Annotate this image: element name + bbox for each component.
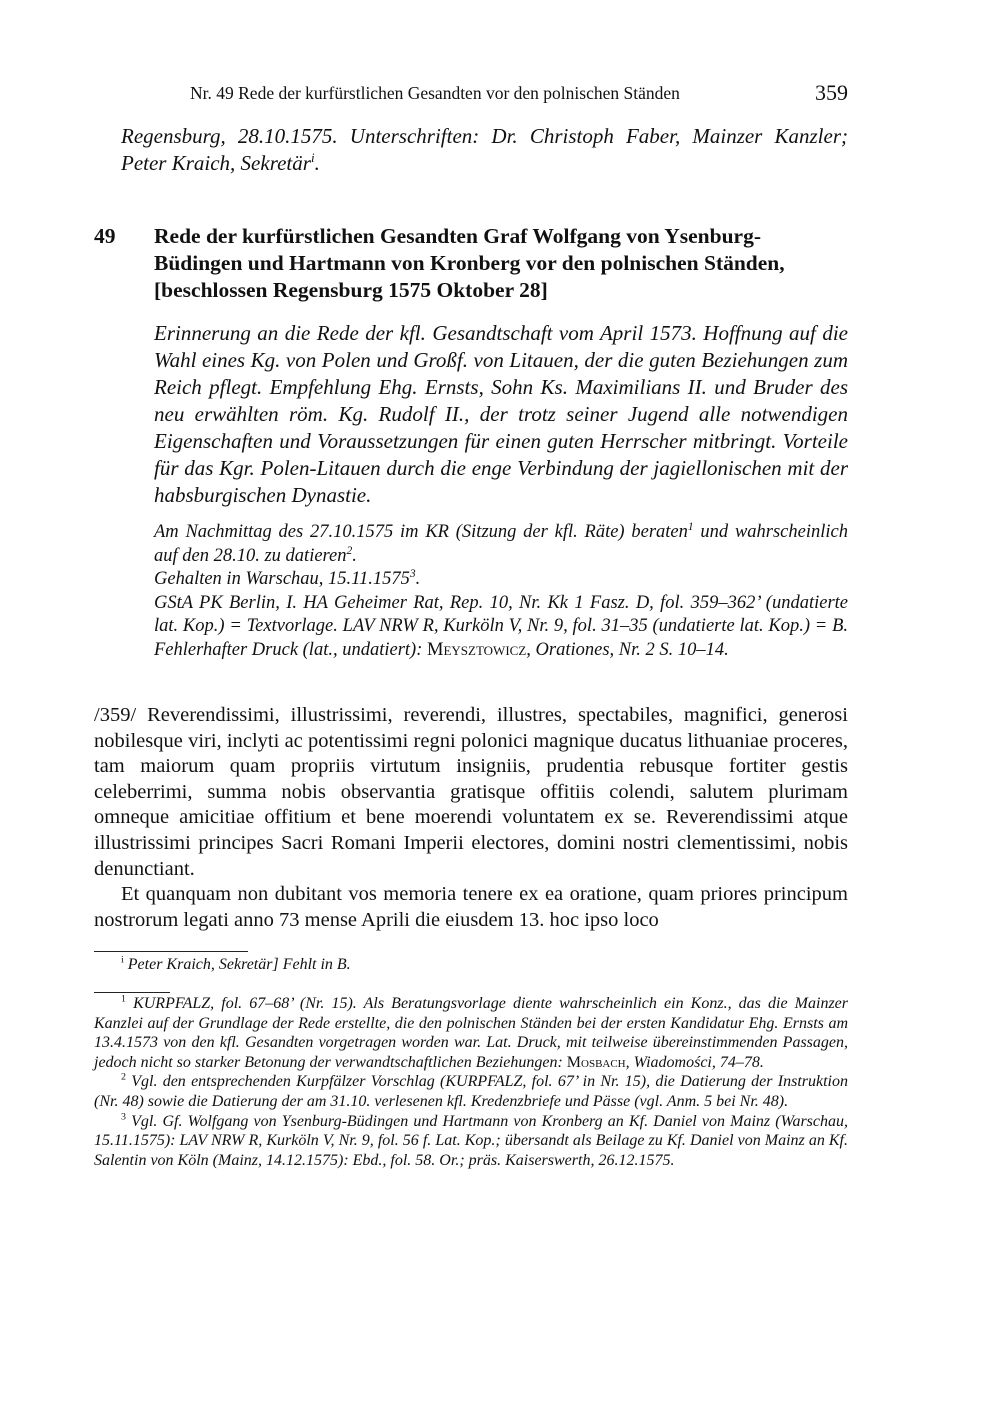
summary: Erinnerung an die Rede der kfl. Gesandtschaft vom April 1573. Hoffnung auf die Wahl eines Kg. von Polen und Großf. von Litauen, der die guten Beziehungen zum Reich pflegt. Empfehlung Ehg. Ernsts, Sohn Ks. Maximilians II. und Bruder des neu erwählten röm. Kg. Rudolf II., der trotz seiner Jugend alle notwendigen Eigenschaften und Voraussetzungen für einen guten Herrscher mitbringt. Vorteile für das Kgr. Polen-Litauen durch die enge Verbindung der jagiellonischen mit der habsburgischen Dynastie. [154,321,848,507]
previous-entry-text: Regensburg, 28.10.1575. Unterschriften: Dr. Christoph Faber, Mainzer Kanzler; Peter Kraich, Sekretär [121,124,848,175]
footnotes [94,994,848,1170]
document-title: Rede der kurfürstlichen Gesandten Graf Wolfgang von Ysenburg-Büdingen und Hartmann von Kronberg vor den polnischen Ständen, [beschlossen Regensburg 1575 Oktober 28] [154,224,785,302]
document-number: 49 [94,224,116,248]
footnote-rule [94,992,170,993]
document-heading [94,223,848,304]
page-number: 359 [815,80,848,105]
textcrit-mark: i [310,150,315,165]
body-text [94,703,848,933]
previous-entry-signature [94,123,848,177]
dating-note: Am Nachmittag des 27.10.1575 im KR (Sitzung der kfl. Räte) beraten$^1$ und wahrscheinlich auf den 28.10. zu datieren$^2$. [154,520,848,566]
textcrit-rule [94,951,248,952]
footnote-2: $^2$ Vgl. den entsprechenden Kurpfälzer Vorschlag (KURPFALZ, fol. 67’ in Nr. 15), die Datierung der Instruktion (Nr. 48) sowie die Datierung der am 31.10. verlesenen kfl. Kredenzbriefe und Pässe (vgl. Anm. 5 bei Nr. 48). [94,1072,848,1110]
footnote-1: $^1$ KURPFALZ, fol. 67–68’ (Nr. 15). Als Beratungsvorlage diente wahrscheinlich ein Konz., das die Mainzer Kanzlei auf der Grundlage der Rede erstellte, die den polnischen Ständen bei der ersten Kandidatur Ehg. Ernsts am 13.4.1573 von den kfl. Gesandten vorgetragen worden war. Lat. Druck, mit teilweise übereinstimmenden Passagen, jedoch nicht so starker Betonung der verwandtschaftlichen Beziehungen: Mosbach, Wiadomości, 74–78. [94,993,849,1071]
sources-note: GStA PK Berlin, I. HA Geheimer Rat, Rep. 10, Nr. Kk 1 Fasz. D, fol. 359–362’ (undatierte lat. Kop.) = Textvorlage. LAV NRW R, Kurköln V, Nr. 9, fol. 31–35 (undatierte lat. Kop.) = B. Fehlerhafter Druck (lat., undatiert): Meysztowicz, Orationes, Nr. 2 S. 10–14. [154,592,848,660]
source-notes [154,521,848,662]
previous-entry-end: . [314,151,320,175]
textcrit-note: $^i$ Peter Kraich, Sekretär] Fehlt in B. [121,954,351,973]
running-head [94,80,848,108]
paragraph: Et quanquam non dubitant vos memoria tenere ex ea oratione, quam priores principum nostrorum legati anno 73 mense Aprili die eiusdem 13. hoc ipso loco [94,883,848,931]
paragraph: /359/ Reverendissimi, illustrissimi, reverendi, illustres, spectabiles, magnifici, generosi nobilesque viri, inclyti ac potentissimi regni polonici magnique ducatus lithuaniae proceres, tam maiorum quam propriis virtutum insigniis, prudentia rebusque fortiter gestis celeberrimi, summa nobis observantia gratisque offitiis colendi, salutem plurimam omneque amicitiae offitium et bene moerendi voluntatem ex se. Reverendissimi atque illustrissimi principes Sacri Romani Imperii electores, domini nostri clementissimi, nobis denunctiant. [94,704,848,880]
footnote-3: $^3$ Vgl. Gf. Wolfgang von Ysenburg-Büdingen und Hartmann von Kronberg an Kf. Daniel von Mainz (Warschau, 15.11.1575): LAV NRW R, Kurköln V, Nr. 9, fol. 56 f. Lat. Kop.; übersandt als Beilage zu Kf. Daniel von Mainz an Kf. Salentin von Köln (Mainz, 14.12.1575): Ebd., fol. 58. Or.; präs. Kaiserswerth, 26.12.1575. [94,1111,848,1169]
running-head-title: Nr. 49 Rede der kurfürstlichen Gesandten vor den polnischen Ständen [190,83,680,103]
delivery-note: Gehalten in Warschau, 15.11.1575$^3$. [154,567,421,589]
